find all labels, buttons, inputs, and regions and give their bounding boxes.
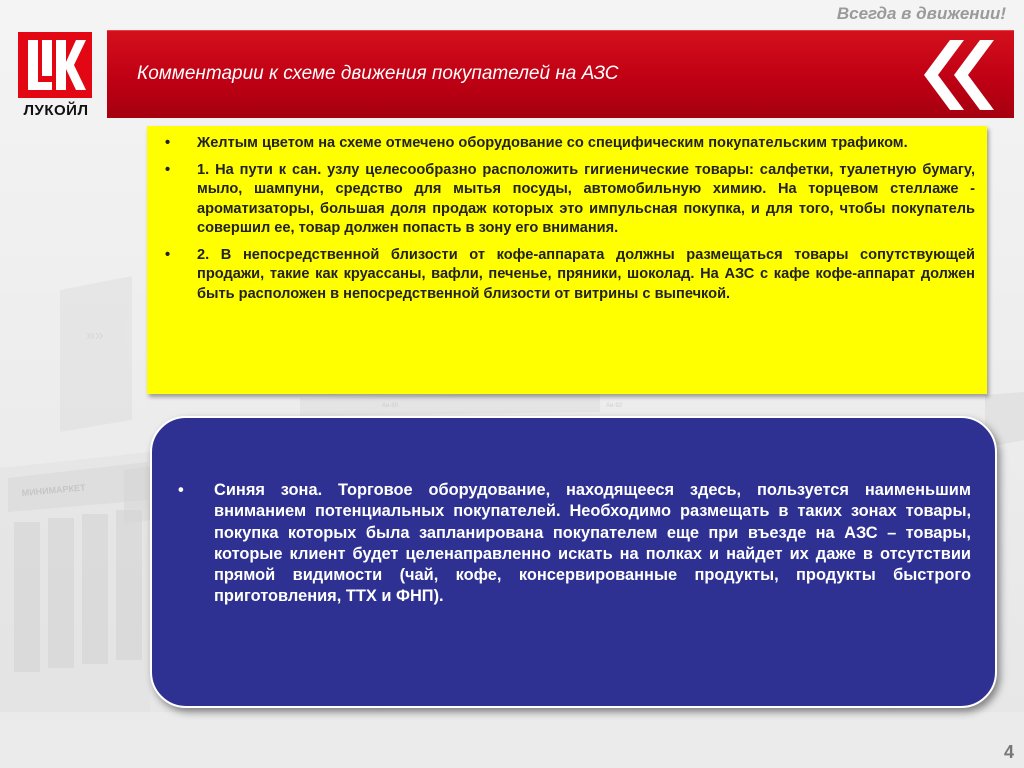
page-number: 4 [1003,742,1014,762]
blue-zone-list [152,418,995,608]
pump-label-2: Аи-92 [606,403,623,409]
list-item [174,480,971,608]
blue-zone-comment [150,416,997,708]
bullet-icon: • [165,135,171,151]
list-item-text: Желтым цветом на схеме отмечено оборудование со специфическим покупательским трафиком. [197,135,908,151]
list-item [157,161,975,239]
yellow-zone-comments [147,126,987,394]
bullet-icon: • [165,161,171,178]
list-item [157,134,975,154]
pillar-chevron-icon: »» [86,327,104,344]
lukoil-logo [4,32,100,122]
double-chevron-left-icon [920,40,998,110]
bullet-icon: • [178,481,184,499]
list-item-text: 1. На пути к сан. узлу целесообразно расположить гигиенические товары: салфетки, туалетную бумагу, мыло, шампуни, средство для мытья посуды, автомобильную химию. На торцевом стеллаже - ароматизаторы, большая доля продаж которых это импульсная покупка, и для того, чтобы покупатель совершил ее, товар должен попасть в зону его внимания. [197,161,975,236]
page-title: Комментарии к схеме движения покупателей на АЗС [137,63,619,84]
lukoil-logo-mark-icon [18,32,92,98]
pump-label-1: Аи-80 [382,403,399,409]
header-banner [107,30,1014,118]
list-item-text: Синяя зона. Торговое оборудование, находящееся здесь, пользуется наименьшим вниманием потенциальных покупателей. Необходимо размещать в таких зонах товары, покупка которых была запланирована покупателем еще при въезде на АЗС – товары, которые клиент будет целенаправленно искать на полках и найдет их даже в отсутствии прямой видимости (чай, кофе, консервированные продукты, продукты быстрого приготовления, ТТХ и ФНП). [214,481,971,606]
yellow-zone-list [147,126,987,304]
logo-text: ЛУКОЙЛ [23,102,89,119]
bullet-icon: • [165,246,171,263]
list-item [157,246,975,305]
slogan: Всегда в движении! [836,4,1006,23]
list-item-text: 2. В непосредственной близости от кофе-аппарата должны размещаться товары сопутствующей продажи, такие как круассаны, вафли, печенье, пряники, шоколад. На АЗС с кафе кофе-аппарат должен быть расположен в непосредственной близости от витрины с выпечкой. [197,246,975,302]
shop-sign-text: МИНИМАРКЕТ [21,482,86,498]
